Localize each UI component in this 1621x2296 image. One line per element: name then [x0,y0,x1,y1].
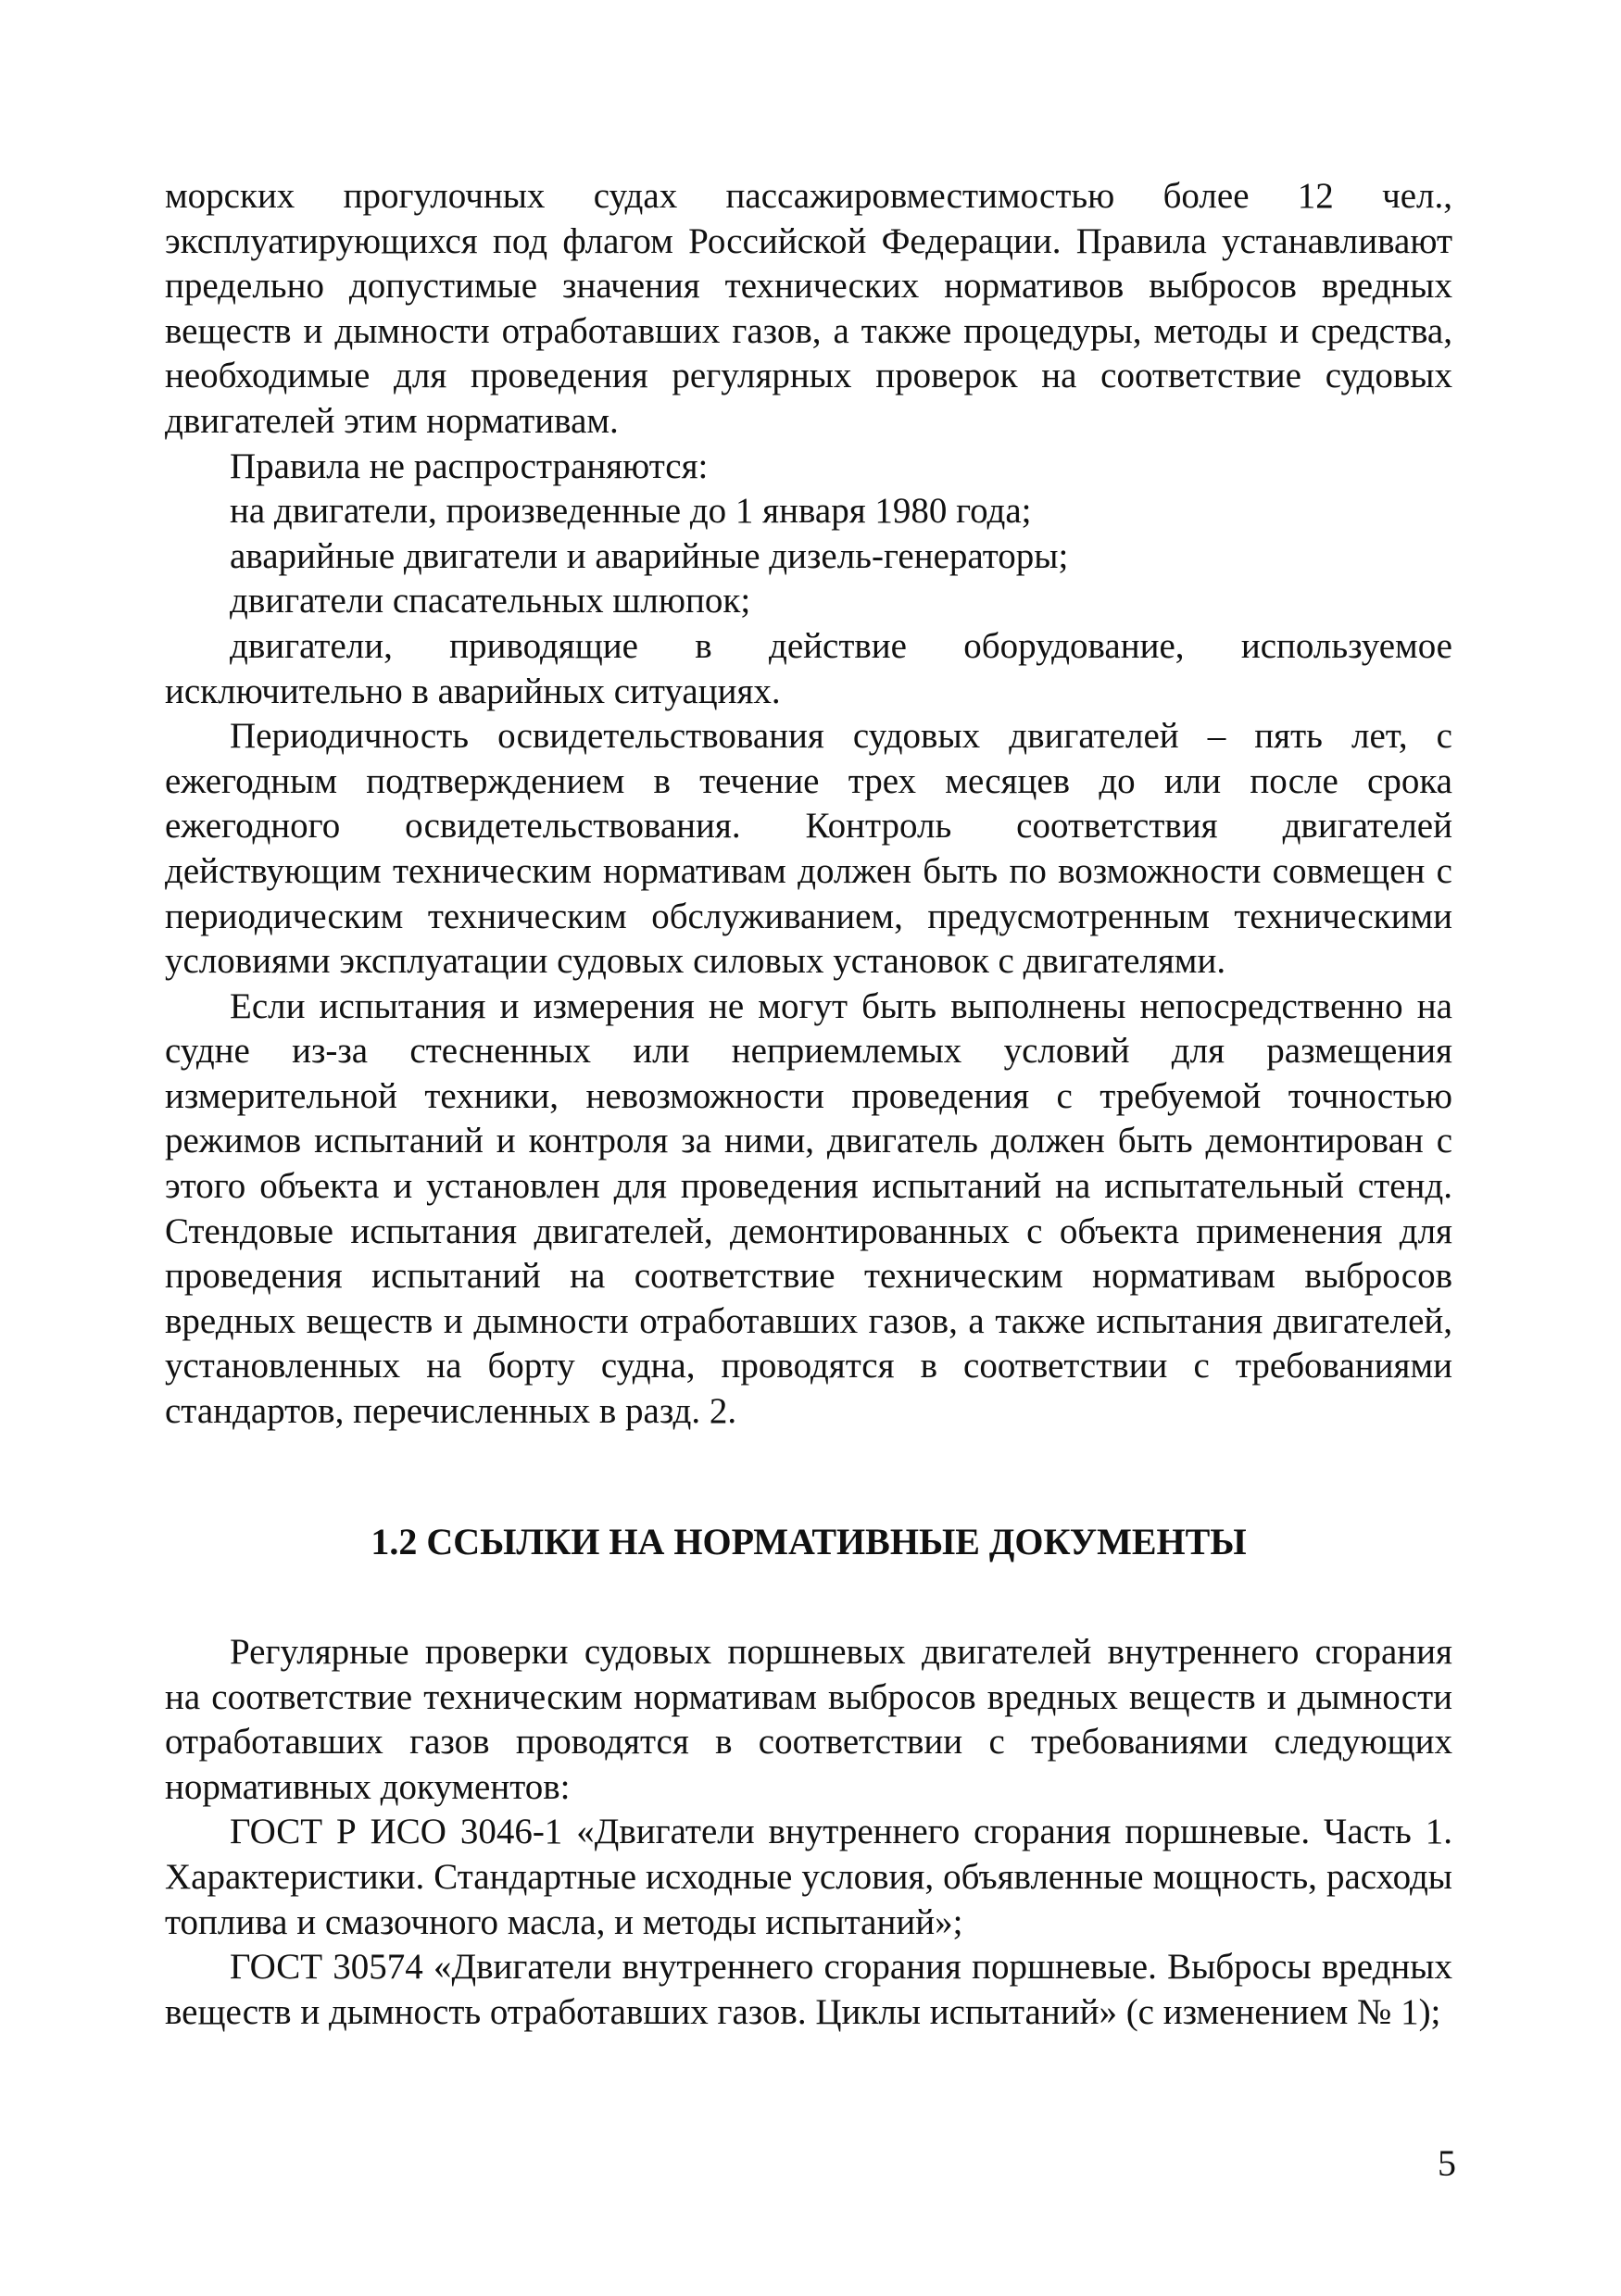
list-item: аварийные двигатели и аварийные дизель-генераторы; [230,535,1069,576]
list-item: ГОСТ Р ИСО 3046-1 «Двигатели внутреннего сгорания поршневые. Часть 1. Характеристики. Стандартные исходные условия, объявленные мощность, расходы топлива и смазочного масла, и методы испытаний»; [165,1812,1452,1942]
paragraph: Регулярные проверки судовых поршневых двигателей внутреннего сгорания на соответствие техническим нормативам выбросов вредных веществ и дымности отработавших газов проводятся в соответствии с требованиями следующих нормативных документов: [165,1632,1452,1807]
list-item: двигатели спасательных шлюпок; [230,581,751,621]
paragraph: Правила не распространяются: [230,445,709,486]
list-item: ГОСТ 30574 «Двигатели внутреннего сгорания поршневые. Выбросы вредных веществ и дымность отработавших газов. Циклы испытаний» (с изменением № 1); [165,1947,1452,2032]
section-heading: 1.2 ССЫЛКИ НА НОРМАТИВНЫЕ ДОКУМЕНТЫ [371,1521,1247,1562]
list-item: на двигатели, произведенные до 1 января 1980 года; [230,491,1032,532]
paragraph: Периодичность освидетельствования судовых двигателей – пять лет, с ежегодным подтверждением в течение трех месяцев до или после срока ежегодного освидетельствования. Контроль соответствия двигателей действующим техническим нормативам должен быть по возможности совмещен с периодическим техническим обслуживанием, предусмотренным техническими условиями эксплуатации судовых силовых установок с двигателями. [165,716,1452,982]
section-text-block [165,1630,1452,2035]
paragraph: морских прогулочных судах пассажировместимостью более 12 чел., эксплуатирующихся под флагом Российской Федерации. Правила устанавливают предельно допустимые значения технических нормативов выбросов вредных веществ и дымности отработавших газов, а также процедуры, методы и средства, необходимые для проведения регулярных проверок на соответствие судовых двигателей этим нормативам. [165,176,1452,441]
list-item: двигатели, приводящие в действие оборудование, используемое исключительно в аварийных ситуациях. [165,625,1452,711]
page-number: 5 [1438,2142,1456,2184]
paragraph: Если испытания и измерения не могут быть выполнены непосредственно на судне из-за стесненных или неприемлемых условий для размещения измерительной техники, невозможности проведения с требуемой точностью режимов испытаний и контроля за ними, двигатель должен быть демонтирован с этого объекта и установлен для проведения испытаний на испытательный стенд. Стендовые испытания двигателей, демонтированных с объекта применения для проведения испытаний на соответствие техническим нормативам выбросов вредных веществ и дымности отработавших газов, а также испытания двигателей, установленных на борту судна, проводятся в соответствии с требованиями стандартов, перечисленных в разд. 2. [165,985,1452,1432]
intro-text-block [165,174,1452,1435]
